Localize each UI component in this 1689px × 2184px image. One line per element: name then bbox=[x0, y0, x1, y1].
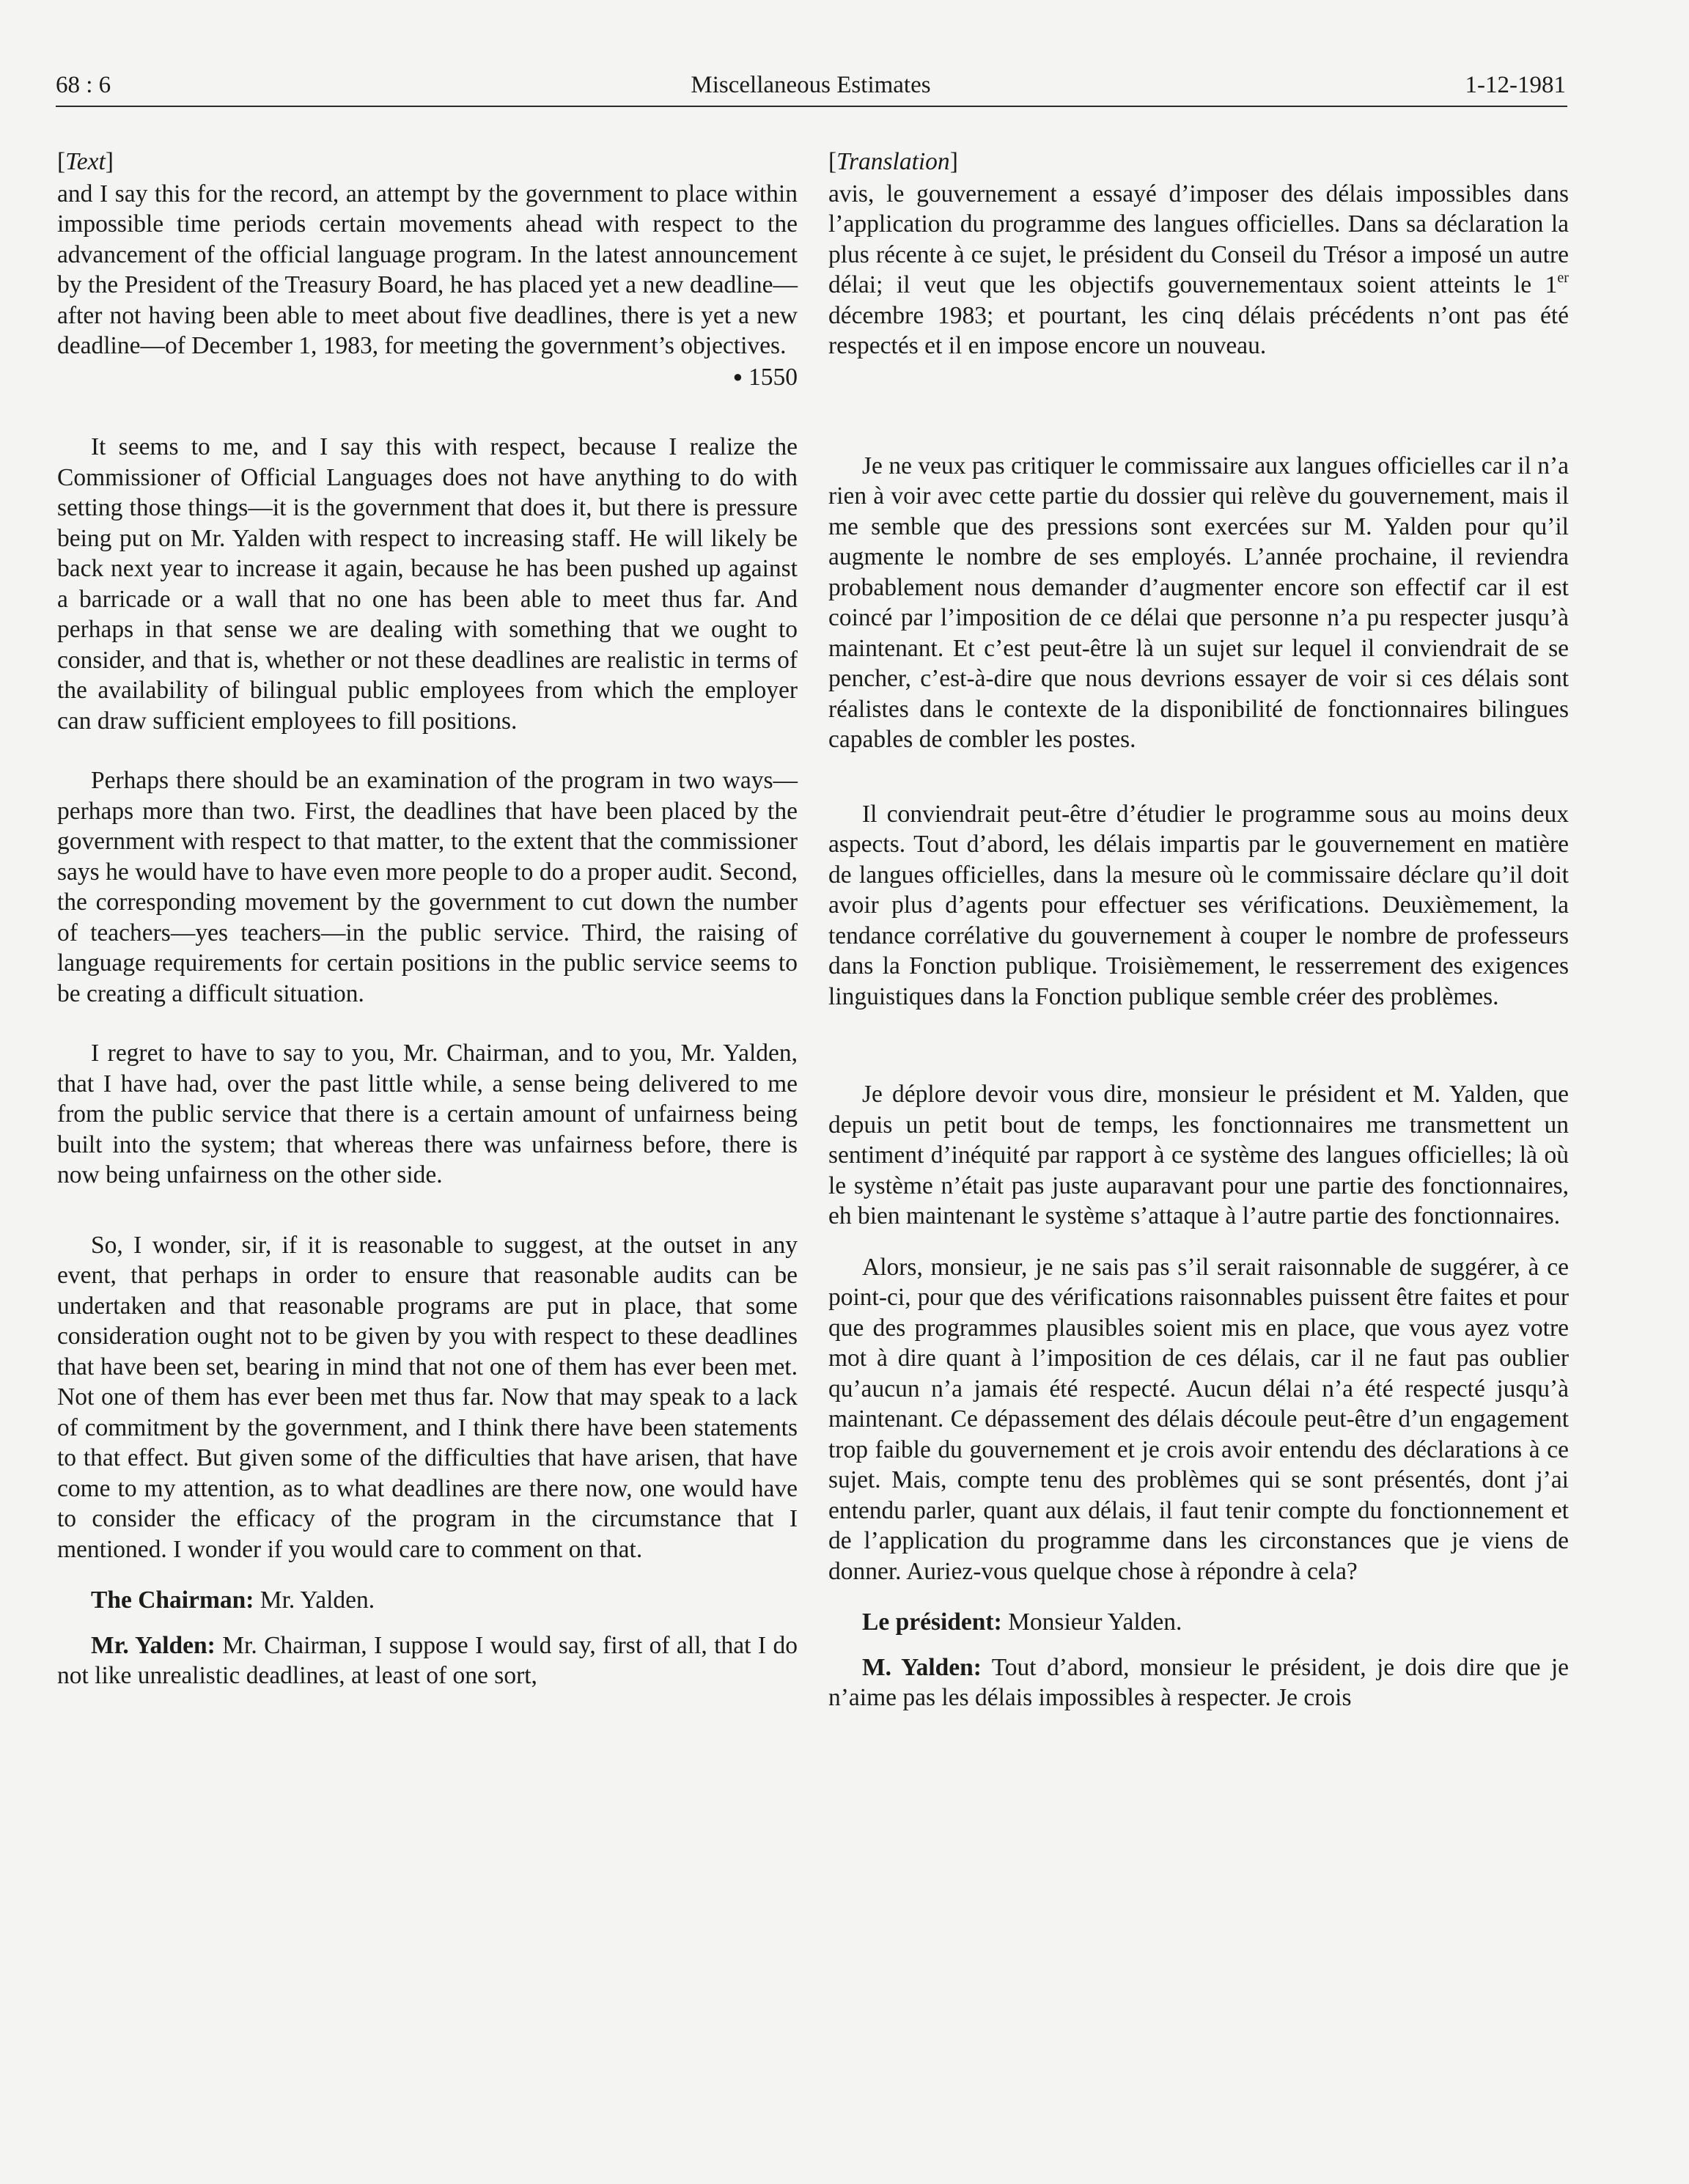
english-column bbox=[57, 147, 798, 1691]
english-paragraph-4: I regret to have to say to you, Mr. Chairman, and to you, Mr. Yalden, that I have had, over the past little while, a sense being delivered to me from the public service that there is a certain amount of unfairness being built into the system; that whereas there was unfairness before, there is now being unfairness on the other side. bbox=[57, 1040, 798, 1188]
speech-text: Mr. Chairman, I suppose I would say, first of all, that I do not like unrealistic deadlines, at least of one sort, bbox=[57, 1631, 798, 1689]
text-tag: [Text] bbox=[57, 148, 114, 175]
sitting-date: 1-12-1981 bbox=[1465, 72, 1566, 98]
speaker-name: The Chairman: bbox=[91, 1586, 254, 1614]
english-paragraph-5: So, I wonder, sir, if it is reasonable to suggest, at the outset in any event, that perhaps in order to ensure that reasonable audits can be undertaken and that reasonable programs are put in place, that some consideration ought not to be given by you with respect to these deadlines that have been set, bearing in mind that not one of them has ever been met. Not one of them has ever been met thus far. Now that may speak to a lack of commitment by the government, and I think there have been statements to that effect. But given some of the difficulties that have arisen, that have come to my attention, as to what deadlines are there now, one would have to consider the efficacy of the program in the circumstance that I mentioned. I wonder if you would care to comment on that. bbox=[57, 1231, 798, 1563]
english-yalden-line bbox=[57, 1630, 798, 1691]
bullet-icon: ● bbox=[732, 367, 743, 386]
french-paragraph-4: Je déplore devoir vous dire, monsieur le président et M. Yalden, que depuis un petit bout de temps, les fonctionnaires me transmettent un sentiment d’inéquité par rapport à ce système des langues officielles; là où le système n’était pas juste auparavant pour une partie des fonctionnaires, eh bien maintenant le système s’attaque à l’autre partie des fonctionnaires. bbox=[828, 1081, 1569, 1229]
header-rule bbox=[56, 106, 1567, 107]
french-column bbox=[828, 147, 1569, 1713]
running-title: Miscellaneous Estimates bbox=[691, 72, 931, 98]
english-chairman-line bbox=[57, 1585, 798, 1616]
french-paragraph-5: Alors, monsieur, je ne sais pas s’il serait raisonnable de suggérer, à ce point-ci, pour que des vérifications raisonnables puissent être faites et pour que des programmes plausibles soient mis en place, que vous ayez votre mot à dire quant à l’imposition de ces délais, car il ne faut pas oublier qu’aucun n’a jamais été respecté. Aucun délai n’a été respecté jusqu’à maintenant. Ce dépassement des délais découle peut-être d’un engagement trop faible du gouvernement et je crois avoir entendu des déclarations à ce sujet. Mais, compte tenu des problèmes qui se sont présentés, dont j’ai entendu parler, quant aux délais, il faut tenir compte du fonctionnement et de l’application du programme dans les circonstances que je viens de donner. Auriez-vous quelque chose à répondre à cela? bbox=[828, 1253, 1569, 1585]
speech-text: Mr. Yalden. bbox=[260, 1586, 375, 1614]
french-paragraph-1: avis, le gouvernement a essayé d’imposer des délais impossibles dans l’application du programme des langues officielles. Dans sa déclaration la plus récente à ce sujet, le président du Conseil du Trésor a imposé un autre délai; il veut que les objectifs gouvernementaux soient atteints le 1er décembre 1983; et pourtant, les cinq délais précédents n’ont pas été respectés et il en impose encore un nouveau. bbox=[828, 180, 1569, 359]
french-yalden-line bbox=[828, 1652, 1569, 1713]
time-marker-value: 1550 bbox=[748, 363, 798, 391]
speech-text: Tout d’abord, monsieur le président, je dois dire que je n’aime pas les délais impossibles à respecter. Je crois bbox=[828, 1653, 1569, 1711]
french-paragraph-2: Je ne veux pas critiquer le commissaire aux langues officielles car il n’a rien à voir avec cette partie du dossier qui relève du gouvernement, mais il me semble que des pressions sont exercées sur M. Yalden pour qu’il augmente le nombre de ses employés. L’année prochaine, il reviendra probablement nous demander d’augmenter encore son effectif car il est coincé par l’imposition de ce délai que personne n’a pu respecter jusqu’à maintenant. Et c’est peut-être là un sujet sur lequel il conviendrait de se pencher, c’est-à-dire que nous devrions essayer de voir si ces délais sont réalistes dans le contexte de la disponibilité de fonctionnaires bilingues capables de combler les postes. bbox=[828, 452, 1569, 753]
english-paragraph-3: Perhaps there should be an examination of the program in two ways—perhaps more than two. First, the deadlines that have been placed by the government with respect to that matter, to the extent that the commissioner says he would have to have even more people to do a proper audit. Second, the corresponding movement by the government to cut down the number of teachers—yes teachers—in the public service. Third, the raising of language requirements for certain positions in the public service seems to be creating a difficult situation. bbox=[57, 767, 798, 1007]
translation-tag: [Translation] bbox=[828, 148, 958, 175]
speaker-name: Le président: bbox=[862, 1608, 1002, 1636]
french-paragraph-3: Il conviendrait peut-être d’étudier le programme sous au moins deux aspects. Tout d’abord, les délais impartis par le gouvernement en matière de langues officielles, dans la mesure où le commissaire déclare qu’il doit avoir plus d’agents pour effectuer ses vérifications. Deuxièmement, la tendance corrélative du gouvernement à couper le nombre de professeurs dans la Fonction publique. Troisièmement, le resserrement des exigences linguistiques dans la Fonction publique semble créer des problèmes. bbox=[828, 800, 1569, 1010]
english-paragraph-2: It seems to me, and I say this with respect, because I realize the Commissioner of Official Languages does not have anything to do with setting those things—it is the government that does it, but there is pressure being put on Mr. Yalden with respect to increasing staff. He will likely be back next year to increase it again, because he has been pushed up against a barricade or a wall that no one has been able to meet thus far. And perhaps in that sense we are dealing with something that we ought to consider, and that is, whether or not these deadlines are realistic in terms of the availability of bilingual public employees from which the employer can draw sufficient employees to fill positions. bbox=[57, 433, 798, 735]
french-chairman-line bbox=[828, 1607, 1569, 1638]
english-paragraph-1: and I say this for the record, an attempt by the government to place within impossible time periods certain movements ahead with respect to the advancement of the official language program. In the latest announcement by the President of the Treasury Board, he has placed yet a new deadline—after not having been able to meet about five deadlines, there is yet a new deadline—of December 1, 1983, for meeting the government’s objectives. bbox=[57, 180, 798, 359]
speech-text: Monsieur Yalden. bbox=[1008, 1608, 1182, 1636]
time-marker bbox=[57, 361, 798, 393]
page-number: 68 : 6 bbox=[56, 72, 111, 98]
speaker-name: Mr. Yalden: bbox=[91, 1631, 216, 1659]
page-header bbox=[56, 67, 1566, 106]
ordinal-superscript: er bbox=[1557, 270, 1569, 286]
speaker-name: M. Yalden: bbox=[862, 1653, 982, 1681]
